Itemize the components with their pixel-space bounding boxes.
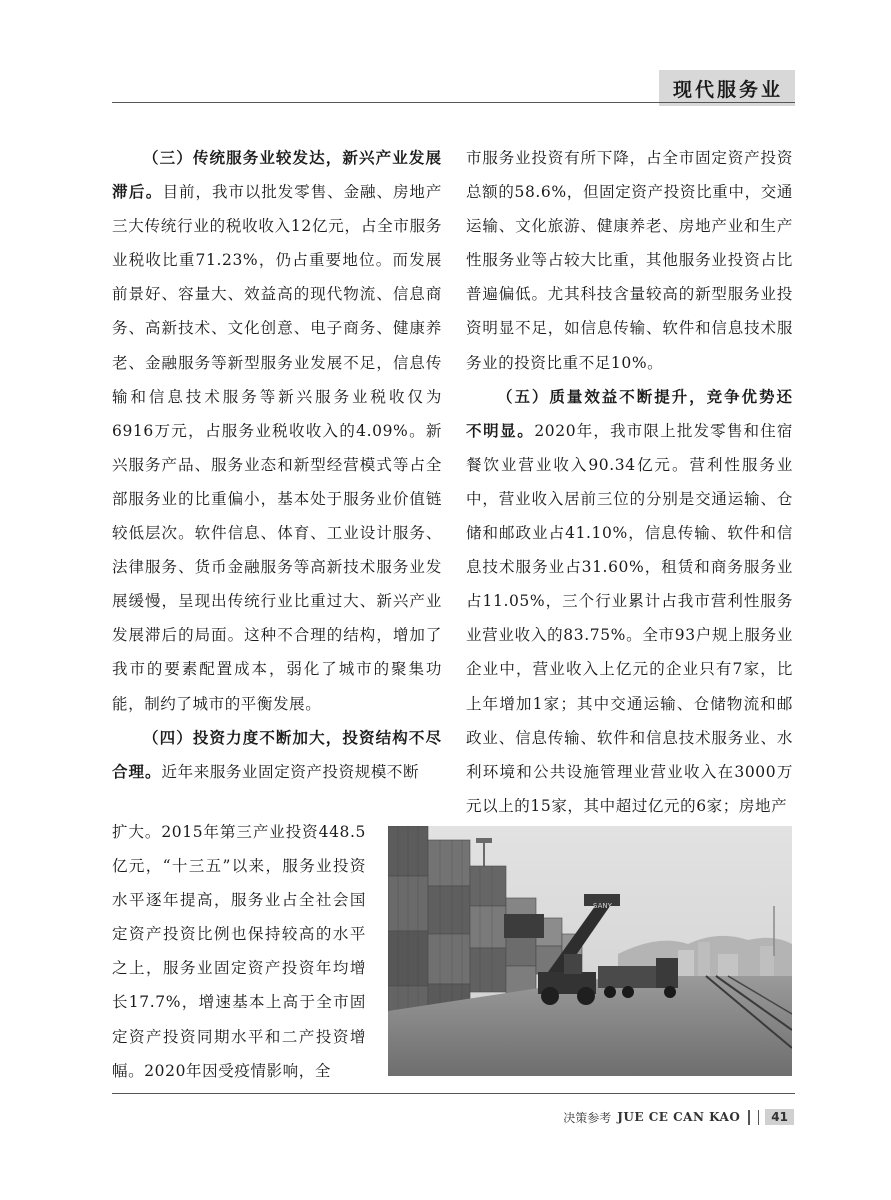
footer-rule xyxy=(112,1093,795,1094)
paragraph-four-continued: 扩大。2015年第三产业投资448.5亿元，“十三五”以来，服务业投资水平逐年提高，服务业占全社会国定资产投资比例也保持较高的水平之上，服务业固定资产投资年均增长17.7%，增速基本上高于全市固定资产投资同期水平和二产投资增幅。2020年因受疫情影响，全 xyxy=(112,823,366,1080)
paragraph-five-body: 2020年，我市限上批发零售和住宿餐饮业营业收入90.34亿元。营利性服务业中，营业收入居前三位的分别是交通运输、仓储和邮政业占41.10%，信息传输、软件和信息技术服务业占31.60%，租赁和商务服务业占11.05%，三个行业累计占我市营利性服务业营业收入的83.75%。全市93户规上服务业企业中，营业收入上亿元的企业只有7家，比上年增加1家；其中交通运输、仓储物流和邮政业、信息传输、软件和信息技术服务业、水利环境和公共设施管理业营业收入在3000万元以上的15家，其中超过亿元的6家；房地产 xyxy=(466,421,793,815)
header-rule xyxy=(112,102,795,103)
journal-name-en: JUE CE CAN KAO xyxy=(617,1110,741,1124)
paragraph-four xyxy=(112,721,442,789)
paragraph-four-heading: （四）投资力度不断加大，投资结构不尽合理。 xyxy=(112,727,442,781)
paragraph-five xyxy=(466,380,793,823)
crane-brand-text: SANY xyxy=(593,902,612,910)
container-yard-photo xyxy=(388,826,792,1076)
section-tag: 现代服务业 xyxy=(659,70,795,106)
left-column xyxy=(112,141,442,789)
left-column-beside-photo xyxy=(112,815,366,1088)
footer-separator xyxy=(748,1110,750,1125)
journal-name-cn: 决策参考 xyxy=(563,1110,612,1125)
page-footer xyxy=(563,1106,794,1128)
page-number: 41 xyxy=(765,1109,794,1125)
paragraph-three-body: 目前，我市以批发零售、金融、房地产三大传统行业的税收收入12亿元，占全市服务业税收比重71.23%，仍占重要地位。而发展前景好、容量大、效益高的现代物流、信息商务、高新技术、文化创意、电子商务、健康养老、金融服务等新型服务业发展不足，信息传输和信息技术服务等新兴服务业税收仅为6916万元，占服务业税收收入的4.09%。新兴服务产品、服务业态和新型经营模式等占全部服务业的比重偏小，基本处于服务业价值链较低层次。软件信息、体育、工业设计服务、法律服务、货币金融服务等高新技术服务业发展缓慢，呈现出传统行业比重过大、新兴产业发展滞后的局面。这种不合理的结构，增加了我市的要素配置成本，弱化了城市的聚集功能，制约了城市的平衡发展。 xyxy=(112,183,442,713)
paragraph-three xyxy=(112,141,442,721)
footer-separator-thin xyxy=(758,1110,759,1125)
paragraph-three-heading: （三）传统服务业较发达，新兴产业发展滞后。 xyxy=(112,148,442,202)
right-column xyxy=(466,141,793,823)
paragraph-five-heading: （五）质量效益不断提升，竞争优势还不明显。 xyxy=(466,386,793,440)
paragraph-four-tail: 市服务业投资有所下降，占全市固定资产投资总额的58.6%，但固定资产投资比重中，交通运输、文化旅游、健康养老、房地产业和生产性服务业等占较大比重，其他服务业投资占比普遍偏低。尤其科技含量较高的新型服务业投资明显不足，如信息传输、软件和信息技术服务业的投资比重不足10%。 xyxy=(466,149,793,372)
paragraph-four-body-start: 近年来服务业固定资产投资规模不断 xyxy=(161,762,420,781)
